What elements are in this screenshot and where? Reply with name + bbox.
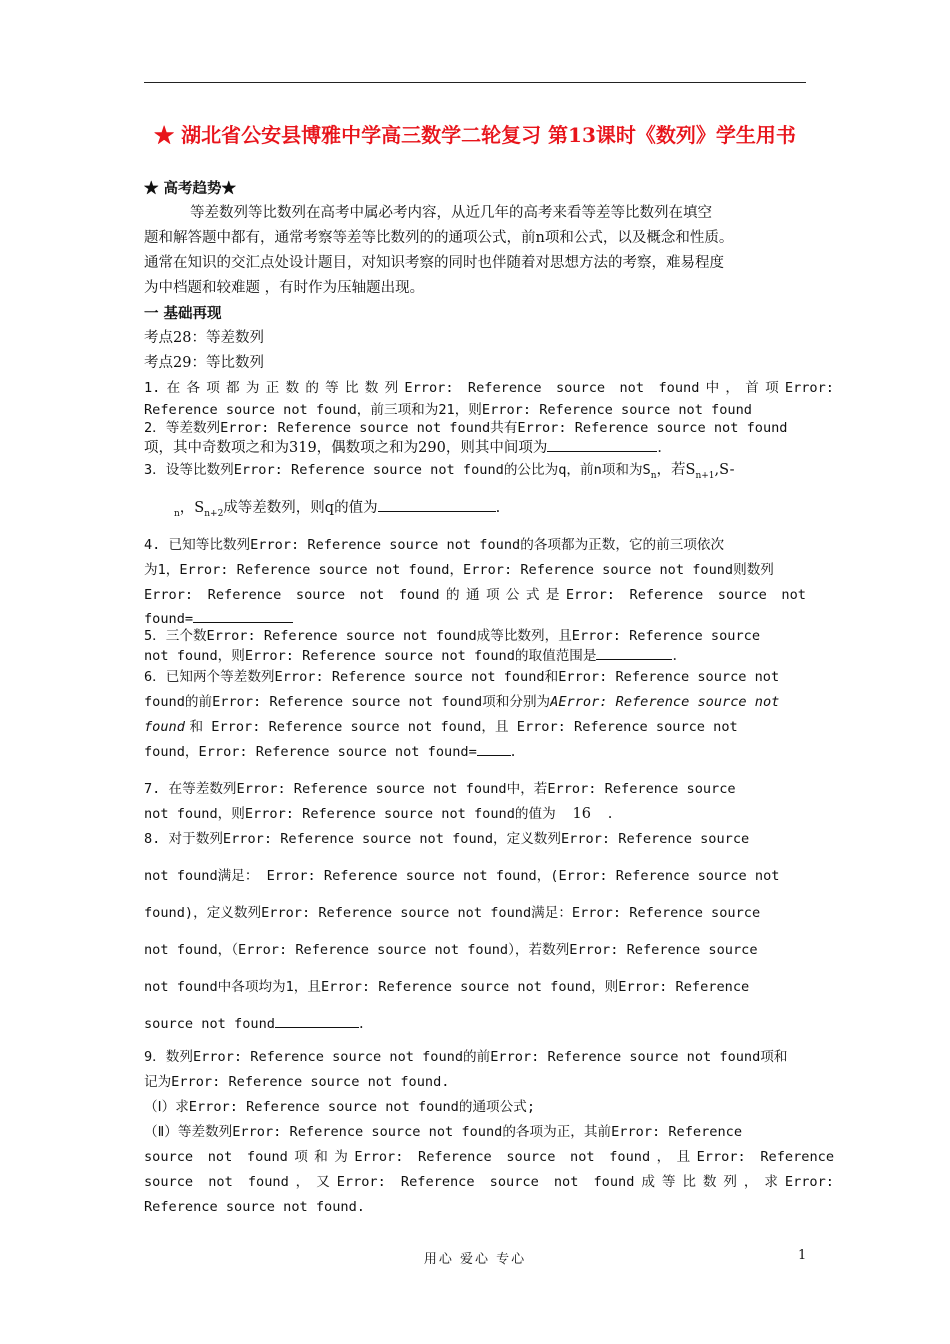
question-6-line: found，Error: Reference source not found= .	[144, 740, 834, 777]
question-9-line: Reference source not found.	[144, 1198, 365, 1215]
question-6-line: 6．已知两个等差数列Error: Reference source not found和Error: Reference source not	[144, 668, 780, 685]
question-7-line: 7. 在等差数列Error: Reference source not found中，若Error: Reference source	[144, 780, 736, 797]
question-2-line: 2．等差数列Error: Reference source not found共有Error: Reference source not found	[144, 420, 788, 436]
question-8-line: not found满足： Error: Reference source not found，(Error: Reference source not	[144, 867, 780, 884]
answer-blank[interactable]	[477, 741, 511, 756]
question-4-line: 为1，Error: Reference source not found，Error: Reference source not found则数列	[144, 561, 774, 578]
answer-blank[interactable]	[275, 1013, 359, 1028]
kaodian-item: 考点28：等差数列	[144, 330, 264, 346]
question-9-line: （Ⅰ）求Error: Reference source not found的通项公式;	[144, 1098, 536, 1115]
question-8-line: found)，定义数列Error: Reference source not found满足：Error: Reference source	[144, 904, 761, 921]
question-4-line: Error: Reference source not found的通项公式是Error: Reference source not	[144, 586, 806, 603]
question-8-line: not found中各项均为1，且Error: Reference source not found，则Error: Reference	[144, 978, 750, 995]
question-5-line: 5．三个数Error: Reference source not found成等比数列，且Error: Reference source	[144, 627, 761, 644]
page-number: 1	[798, 1248, 807, 1263]
question-4-line: 4. 已知等比数列Error: Reference source not found的各项都为正数，它的前三项依次	[144, 536, 725, 553]
question-3-line: 3．设等比数列Error: Reference source not found的公比为q，前n项和为$S_n$，若$S_{n+1},S-$	[144, 462, 735, 481]
section-heading-base: 一 基础再现	[144, 305, 222, 322]
question-9-line: （Ⅱ）等差数列Error: Reference source not found的各项为正，其前Error: Reference	[144, 1123, 743, 1140]
question-9-line: source not found，又Error: Reference source not found成等比数列，求Error:	[144, 1173, 834, 1190]
question-4-line: found=	[144, 608, 834, 628]
kaodian-item: 考点29：等比数列	[144, 355, 264, 371]
answer-filled: 16	[556, 802, 608, 827]
question-6-line: found的前Error: Reference source not found项和分别为AError: Reference source not	[144, 693, 780, 710]
answer-blank[interactable]	[378, 497, 496, 512]
question-3-line: $_n$，$S_{n+2}$成等差数列，则q的值为 .	[144, 496, 834, 533]
question-1-line: Reference source not found，前三项和为21，则Error: Reference source not found	[144, 402, 752, 418]
answer-blank[interactable]	[193, 608, 293, 623]
question-8-line: 8. 对于数列Error: Reference source not found，定义数列Error: Reference source	[144, 830, 750, 847]
question-8-line: source not found .	[144, 1012, 834, 1045]
header-rule	[144, 82, 806, 83]
page-footer: 用心 爱心 专心	[423, 1252, 527, 1267]
question-5-line: not found，则Error: Reference source not found的取值范围是 ．	[144, 645, 834, 665]
page-title: ★ 湖北省公安县博雅中学高三数学二轮复习 第13课时《数列》学生用书	[154, 123, 796, 147]
question-1-line: 1.在各项都为正数的等比数列Error: Reference source not found中，首项Error:	[144, 380, 834, 396]
question-2-line: 项，其中奇数项之和为319，偶数项之和为290，则其中间项为 ．	[144, 437, 834, 458]
question-8-line: not found，（Error: Reference source not found），若数列Error: Reference source	[144, 941, 758, 958]
question-9-line: 9．数列Error: Reference source not found的前Error: Reference source not found项和	[144, 1048, 788, 1065]
intro-line: 等差数列等比数列在高考中属必考内容，从近几年的高考来看等差等比数列在填空	[190, 205, 712, 221]
document-body	[144, 176, 834, 1220]
question-9-line: 记为Error: Reference source not found.	[144, 1073, 450, 1090]
intro-line: 通常在知识的交汇点处设计题目，对知识考察的同时也伴随着对思想方法的考察，难易程度	[144, 255, 724, 271]
question-9-line: source not found项和为Error: Reference source not found，且Error: Reference	[144, 1148, 834, 1165]
answer-blank[interactable]	[596, 645, 672, 660]
question-6-line: found 和 Error: Reference source not found，且 Error: Reference source not	[144, 718, 738, 735]
intro-line: 为中档题和较难题 ，有时作为压轴题出现。	[144, 280, 425, 296]
section-heading-trend: ★ 高考趋势★	[144, 180, 237, 197]
intro-line: 题和解答题中都有，通常考察等差等比数列的的通项公式，前n项和公式，以及概念和性质。	[144, 230, 734, 246]
question-7-line: not found，则Error: Reference source not found的值为 16 .	[144, 802, 834, 827]
answer-blank[interactable]	[547, 437, 657, 452]
